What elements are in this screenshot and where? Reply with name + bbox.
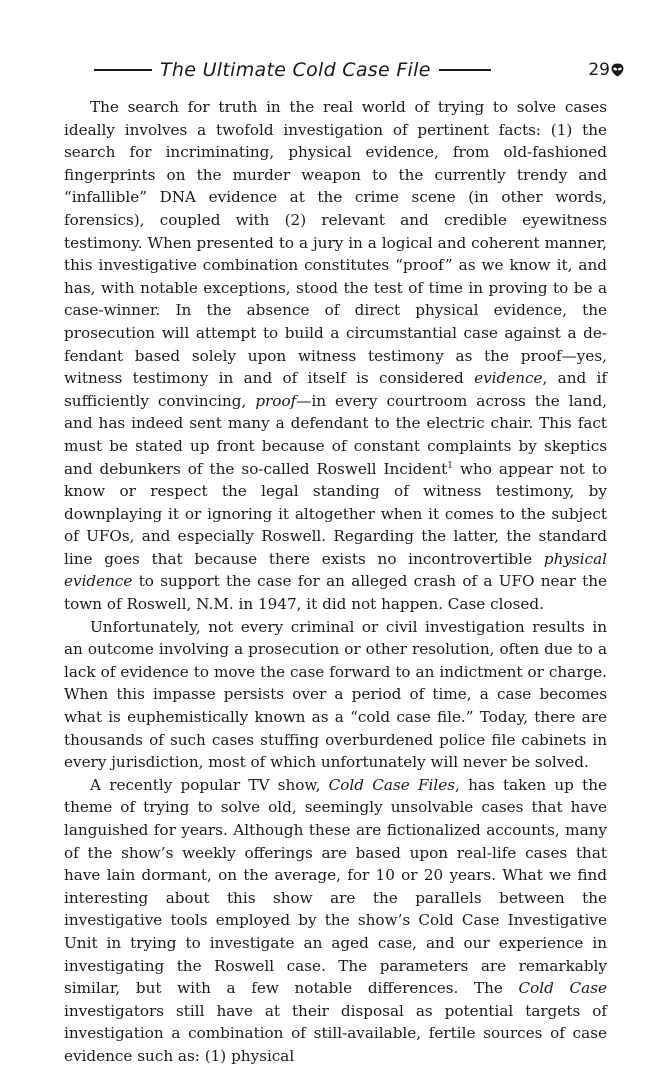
alien-head-icon	[611, 63, 624, 77]
running-title: The Ultimate Cold Case File	[160, 59, 431, 81]
text-run: —in every courtroom across the land, and has indeed sent many a defendant to the electric chair. This fact must be stated up front because of constant complaints by skeptics and debunkers of the so-called Roswell Incident	[64, 391, 607, 478]
running-header	[94, 56, 624, 84]
text-run: to support the case for an alleged crash of a UFO near the town of Roswell, N.M. in 1947, it did not happen. Case closed.	[64, 572, 607, 614]
paragraph-3	[64, 774, 607, 1068]
text-run: investigators still have at their disposal as potential targets of investigation a combination of still-available, fertile sources of case evidence such as: (1) physical	[64, 1001, 607, 1065]
header-rule-right	[439, 69, 491, 71]
footnote-ref[interactable]: 1	[447, 460, 454, 471]
paragraph-1	[64, 96, 607, 616]
italic-run: physical evidence	[64, 549, 607, 591]
text-run: A recently popular TV show,	[90, 775, 329, 794]
italic-run: evidence	[474, 369, 543, 388]
italic-run: Cold Case Files	[328, 775, 456, 794]
text-run: , has taken up the theme of trying to solve old, seemingly unsolvable cases that have languished for years. Although these are fictionalized accounts, many of the show’s weekly offerings are based upon real-life cases that have lain dormant, on the average, for 10 or 20 years. What we find interesting about this show are the parallels between the investigative tools employed by the show’s Cold Case Investigative Unit in trying to investigate an aged case, and our experience in investigating the Roswell case. The parameters are remarkably similar, but with a few notable differences. The	[64, 775, 607, 998]
page-number: 29	[588, 60, 610, 80]
folio	[588, 60, 624, 80]
body-text	[64, 96, 607, 1068]
text-run: who appear not to know or respect the legal standing of witness testimony, by downplaying it or ignoring it altogether when it comes to the subject of UFOs, and especially Roswell. Regarding the latter, the standard line goes that because there exists no incontrovertible	[64, 459, 607, 568]
header-rule-left	[94, 69, 152, 71]
italic-run: Cold Case	[518, 979, 607, 998]
text-run: , and if sufficiently convincing,	[64, 369, 607, 410]
italic-run: proof	[255, 391, 297, 410]
paragraph-2: Unfortunately, not every criminal or civil investigation results in an outcome involving a prosecution or other resolution, often due to a lack of evidence to move the case forward to an indictment or charge. When this impasse persists over a period of time, a case becomes what is euphemistically known as a “cold case file.” Today, there are thousands of such cases stuffing overburdened police file cabinets in every jurisdiction, most of which unfortunately will never be solved.	[64, 617, 607, 772]
text-run: The search for truth in the real world of trying to solve cases ideally involves a twofold investigation of pertinent facts: (1) the search for incriminating, physical evidence, from old-fashioned fingerprints on the murder weapon to the currently trendy and “infallible” DNA evidence at the crime scene (in other words, forensics), coupled with (2) relevant and credible eyewitness testimony. When presented to a jury in a logical and coherent manner, this investigative combination constitutes “proof” as we know it, and has, with notable exceptions, stood the test of time in proving to be a case-winner. In the absence of direct physical evidence, the prosecution will attempt to build a circumstantial case against a defendant based solely upon witness testimony as the proof—yes, witness testimony in and of itself is considered	[64, 98, 607, 388]
